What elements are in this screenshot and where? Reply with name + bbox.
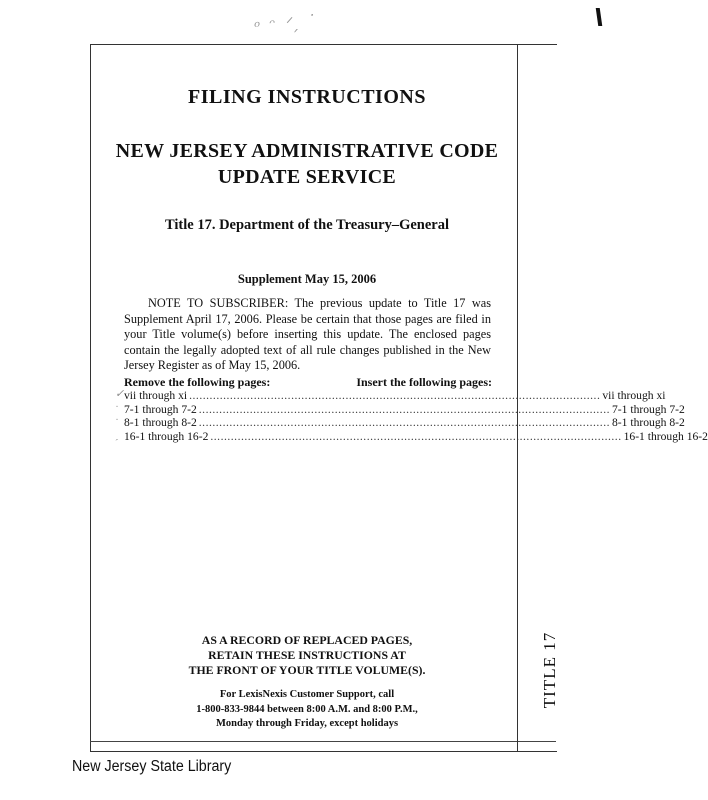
- dot-leader: .........................................................................................................................: [210, 429, 622, 443]
- table-row: [115, 428, 708, 444]
- retain-instructions: [100, 633, 514, 678]
- dot-leader: .........................................................................................................................: [198, 402, 610, 416]
- remove-pages: 8-1 through 8-2: [124, 416, 197, 429]
- retain-line2: RETAIN THESE INSTRUCTIONS AT: [208, 648, 406, 662]
- service-title-line1: NEW JERSEY ADMINISTRATIVE CODE: [115, 140, 499, 162]
- page-title: FILING INSTRUCTIONS: [188, 86, 426, 108]
- customer-support: [100, 688, 514, 732]
- remove-header: Remove the following pages:: [124, 375, 271, 389]
- remove-pages: vii through xi: [124, 389, 188, 402]
- service-title: [100, 138, 514, 190]
- service-title-line2: UPDATE SERVICE: [217, 166, 397, 188]
- library-footer: New Jersey State Library: [72, 758, 232, 775]
- retain-line3: THE FRONT OF YOUR TITLE VOLUME(S).: [188, 663, 426, 677]
- retain-line1: AS A RECORD OF REPLACED PAGES,: [201, 633, 413, 647]
- frame-bottom-rule: [90, 741, 556, 742]
- remove-pages: 16-1 through 16-2: [124, 429, 209, 443]
- supplement-date: Supplement May 15, 2006: [237, 272, 377, 286]
- dot-leader: .........................................................................................................................: [198, 416, 610, 429]
- insert-pages: vii through xi: [602, 389, 666, 402]
- insert-header: Insert the following pages:: [356, 375, 492, 389]
- support-line3: Monday through Friday, except holidays: [215, 718, 399, 729]
- table-row: [115, 401, 685, 417]
- table-header: [124, 375, 492, 389]
- corner-mark: [596, 8, 603, 26]
- support-line2: 1-800-833-9844 between 8:00 A.M. and 8:00 P.M.,: [196, 703, 418, 715]
- support-line1: For LexisNexis Customer Support, call: [219, 689, 395, 700]
- checkmark-icon: ˏ: [115, 428, 119, 441]
- table-row: [115, 388, 666, 403]
- handwritten-scribble: ᵒ ᵔ ᐟ ̗ ˙: [253, 10, 319, 37]
- insert-pages: 16-1 through 16-2: [623, 429, 708, 443]
- subscriber-note: NOTE TO SUBSCRIBER: The previous update to Title 17 was Supplement April 17, 2006. Please be certain that those pages are filed in your Title volume(s) before inserting this update. The enclosed pages contain the legally adopted text of all rule changes published in the New Jersey Register as of May 15, 2006.: [124, 296, 491, 372]
- title-subheading: Title 17. Department of the Treasury–General: [164, 217, 450, 233]
- checkmark-icon: ˑ: [115, 415, 119, 427]
- remove-pages: 7-1 through 7-2: [124, 402, 197, 416]
- title-tab-label: TITLE 17: [540, 631, 559, 709]
- dot-leader: .........................................................................................................................: [189, 389, 601, 402]
- checkmark-icon: ˑ: [115, 401, 119, 414]
- page-replacement-table: [115, 375, 708, 443]
- insert-pages: 8-1 through 8-2: [612, 416, 685, 429]
- insert-pages: 7-1 through 7-2: [612, 402, 685, 416]
- table-row: [115, 415, 685, 430]
- checkmark-icon: ✓: [115, 388, 125, 400]
